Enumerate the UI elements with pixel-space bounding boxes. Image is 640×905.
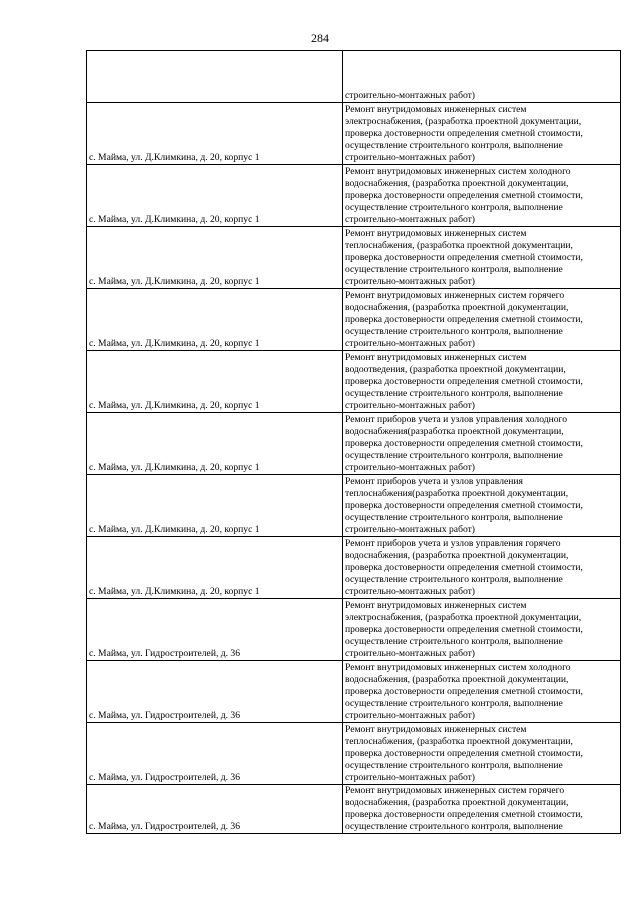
work-description-line: Ремонт внутридомовых инженерных систем: [345, 351, 527, 363]
table-row: [87, 227, 621, 289]
address-cell: с. Майма, ул. Д.Климкина, д. 20, корпус 1: [87, 475, 343, 537]
work-description-cell: [343, 661, 621, 723]
work-description-line: осуществление строительного контроля, выполнение: [345, 387, 563, 399]
work-description-line: водоснабжения, (разработка проектной документации,: [345, 301, 569, 313]
work-description-line: проверка достоверности определения сметной стоимости,: [345, 437, 583, 449]
work-description-line: осуществление строительного контроля, выполнение: [345, 201, 563, 213]
work-description-cell: [343, 599, 621, 661]
work-description-cell: [343, 289, 621, 351]
work-description-line: строительно-монтажных работ): [345, 399, 476, 411]
work-description-line: Ремонт внутридомовых инженерных систем холодного: [345, 661, 571, 673]
work-description-line: водоснабжения, (разработка проектной документации,: [345, 797, 569, 809]
work-description-line: электроснабжения, (разработка проектной документации,: [345, 115, 582, 127]
work-description-line: осуществление строительного контроля, выполнение: [345, 697, 563, 709]
work-description-line: осуществление строительного контроля, выполнение: [345, 263, 563, 275]
work-description-line: теплоснабжения(разработка проектной документации,: [345, 487, 569, 499]
work-description-line: электроснабжения, (разработка проектной документации,: [345, 611, 582, 623]
address-cell: с. Майма, ул. Д.Климкина, д. 20, корпус 1: [87, 227, 343, 289]
work-description-cell: [343, 51, 621, 103]
work-description-line: осуществление строительного контроля, выполнение: [345, 759, 563, 771]
work-description-line: водоснабжения(разработка проектной документации,: [345, 425, 564, 437]
work-description-line: проверка достоверности определения сметной стоимости,: [345, 127, 583, 139]
work-description-cell: [343, 537, 621, 599]
table-row: [87, 289, 621, 351]
work-description-cell: [343, 103, 621, 165]
address-cell: с. Майма, ул. Д.Климкина, д. 20, корпус 1: [87, 165, 343, 227]
work-description-line: проверка достоверности определения сметной стоимости,: [345, 685, 583, 697]
work-description-cell: [343, 351, 621, 413]
work-description-line: Ремонт внутридомовых инженерных систем: [345, 723, 527, 735]
address-cell: с. Майма, ул. Д.Климкина, д. 20, корпус 1: [87, 351, 343, 413]
address-cell: с. Майма, ул. Д.Климкина, д. 20, корпус 1: [87, 289, 343, 351]
work-description-line: водоснабжения, (разработка проектной документации,: [345, 549, 569, 561]
work-description-line: теплоснабжения, (разработка проектной документации,: [345, 239, 573, 251]
work-description-line: осуществление строительного контроля, выполнение: [345, 573, 563, 585]
work-description-line: Ремонт приборов учета и узлов управления горячего: [345, 537, 561, 549]
table-row: [87, 661, 621, 723]
work-description-cell: [343, 227, 621, 289]
work-description-line: строительно-монтажных работ): [345, 523, 476, 535]
table-row: [87, 351, 621, 413]
address-cell: [87, 51, 343, 103]
table-row: [87, 723, 621, 785]
address-cell: с. Майма, ул. Д.Климкина, д. 20, корпус 1: [87, 537, 343, 599]
work-description-line: строительно-монтажных работ): [345, 89, 476, 101]
work-description-line: проверка достоверности определения сметной стоимости,: [345, 623, 583, 635]
address-cell: с. Майма, ул. Гидростроителей, д. 36: [87, 785, 343, 834]
work-description-line: осуществление строительного контроля, выполнение: [345, 139, 563, 151]
table-row: [87, 599, 621, 661]
address-cell: с. Майма, ул. Гидростроителей, д. 36: [87, 599, 343, 661]
work-description-line: осуществление строительного контроля, выполнение: [345, 821, 563, 833]
work-description-line: проверка достоверности определения сметной стоимости,: [345, 809, 583, 821]
work-description-line: проверка достоверности определения сметной стоимости,: [345, 561, 583, 573]
work-description-line: Ремонт внутридомовых инженерных систем: [345, 599, 527, 611]
table-body: [87, 51, 621, 834]
table-row: [87, 103, 621, 165]
table-row: [87, 51, 621, 103]
work-description-line: проверка достоверности определения сметной стоимости,: [345, 375, 583, 387]
work-description-line: осуществление строительного контроля, выполнение: [345, 635, 563, 647]
work-description-line: водоотведения, (разработка проектной документации,: [345, 363, 566, 375]
address-cell: с. Майма, ул. Д.Климкина, д. 20, корпус 1: [87, 103, 343, 165]
table-row: [87, 165, 621, 227]
work-description-line: водоснабжения, (разработка проектной документации,: [345, 177, 569, 189]
work-description-line: строительно-монтажных работ): [345, 213, 476, 225]
work-description-cell: [343, 723, 621, 785]
work-description-line: Ремонт внутридомовых инженерных систем горячего: [345, 785, 565, 796]
table-row: [87, 413, 621, 475]
work-description-cell: [343, 413, 621, 475]
work-description-cell: [343, 475, 621, 537]
address-cell: с. Майма, ул. Д.Климкина, д. 20, корпус 1: [87, 413, 343, 475]
work-description-line: строительно-монтажных работ): [345, 771, 476, 783]
table-row: [87, 537, 621, 599]
work-description-line: строительно-монтажных работ): [345, 275, 476, 287]
work-description-line: строительно-монтажных работ): [345, 337, 476, 349]
address-cell: с. Майма, ул. Гидростроителей, д. 36: [87, 723, 343, 785]
work-description-line: Ремонт внутридомовых инженерных систем горячего: [345, 289, 565, 301]
work-description-line: проверка достоверности определения сметной стоимости,: [345, 499, 583, 511]
works-table: [86, 50, 621, 834]
work-description-line: осуществление строительного контроля, выполнение: [345, 511, 563, 523]
work-description-line: осуществление строительного контроля, выполнение: [345, 449, 563, 461]
work-description-line: Ремонт приборов учета и узлов управления: [345, 475, 523, 487]
work-description-line: строительно-монтажных работ): [345, 585, 476, 597]
work-description-line: строительно-монтажных работ): [345, 647, 476, 659]
work-description-line: проверка достоверности определения сметной стоимости,: [345, 313, 583, 325]
work-description-line: теплоснабжения, (разработка проектной документации,: [345, 735, 573, 747]
work-description-line: Ремонт внутридомовых инженерных систем холодного: [345, 165, 571, 177]
work-description-line: Ремонт внутридомовых инженерных систем: [345, 103, 527, 115]
address-cell: с. Майма, ул. Гидростроителей, д. 36: [87, 661, 343, 723]
work-description-line: проверка достоверности определения сметной стоимости,: [345, 189, 583, 201]
work-description-cell: [343, 785, 621, 834]
table-row: [87, 475, 621, 537]
work-description-line: Ремонт приборов учета и узлов управления холодного: [345, 413, 568, 425]
page-number: 284: [311, 31, 329, 45]
work-description-line: строительно-монтажных работ): [345, 709, 476, 721]
work-description-cell: [343, 165, 621, 227]
table-row: [87, 785, 621, 834]
work-description-line: проверка достоверности определения сметной стоимости,: [345, 251, 583, 263]
work-description-line: строительно-монтажных работ): [345, 151, 476, 163]
work-description-line: водоснабжения, (разработка проектной документации,: [345, 673, 569, 685]
work-description-line: Ремонт внутридомовых инженерных систем: [345, 227, 527, 239]
work-description-line: строительно-монтажных работ): [345, 461, 476, 473]
work-description-line: проверка достоверности определения сметной стоимости,: [345, 747, 583, 759]
work-description-line: осуществление строительного контроля, выполнение: [345, 325, 563, 337]
